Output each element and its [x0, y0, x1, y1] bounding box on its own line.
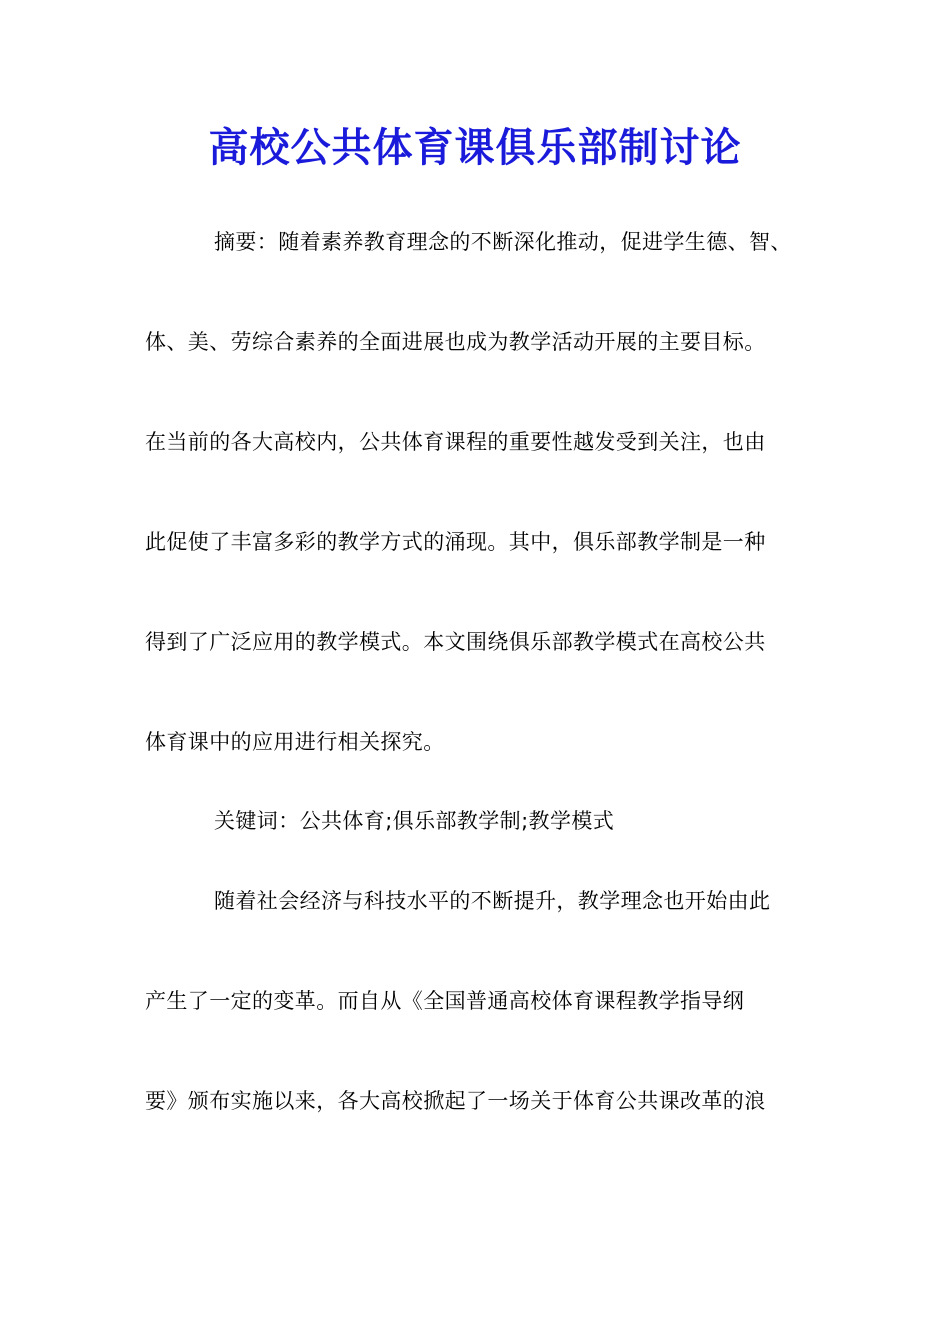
abstract-line-2: 体、美、劳综合素养的全面进展也成为教学活动开展的主要目标。 [145, 330, 766, 354]
body-line-2: 产生了一定的变革。而自从《全国普通高校体育课程教学指导纲 [145, 989, 745, 1013]
abstract-line-1: 摘要：随着素养教育理念的不断深化推动，促进学生德、智、 [214, 230, 792, 254]
document-title: 高校公共体育课俱乐部制讨论 [208, 124, 742, 171]
abstract-line-5: 得到了广泛应用的教学模式。本文围绕俱乐部教学模式在高校公共 [145, 630, 766, 654]
keywords-line: 关键词：公共体育;俱乐部教学制;教学模式 [214, 809, 615, 833]
body-line-1: 随着社会经济与科技水平的不断提升，教学理念也开始由此 [214, 889, 771, 913]
abstract-line-3: 在当前的各大高校内，公共体育课程的重要性越发受到关注，也由 [145, 430, 766, 454]
abstract-line-6: 体育课中的应用进行相关探究。 [145, 730, 445, 754]
abstract-line-4: 此促使了丰富多彩的教学方式的涌现。其中，俱乐部教学制是一种 [145, 530, 766, 554]
body-line-3: 要》颁布实施以来，各大高校掀起了一场关于体育公共课改革的浪 [145, 1089, 766, 1113]
